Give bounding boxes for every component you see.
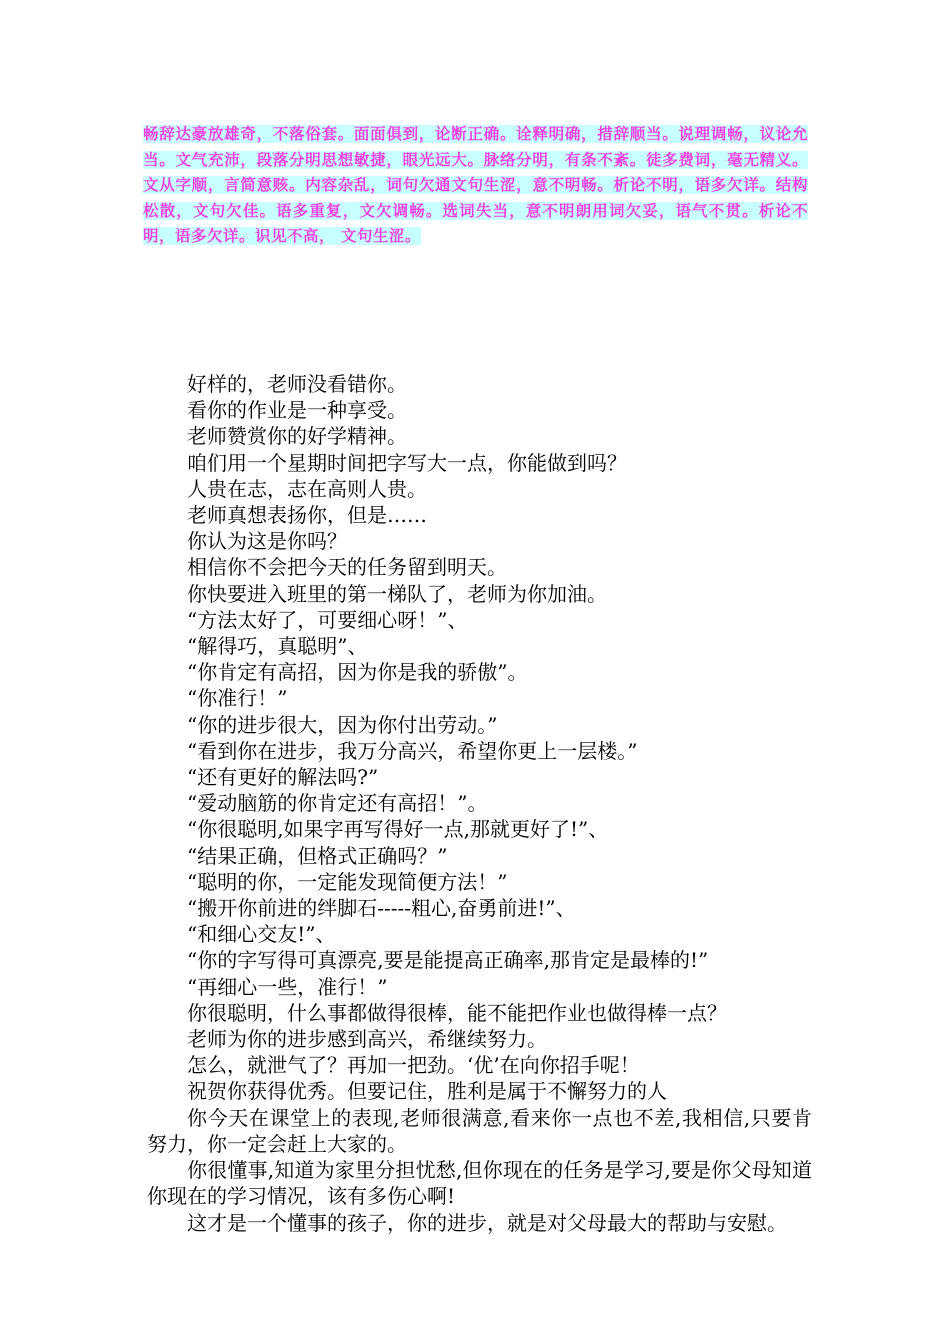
comment-line: “看到你在进步，我万分高兴，希望你更上一层楼。” [187,738,638,763]
comment-line: 你很聪明，什么事都做得很棒，能不能把作业也做得棒一点？ [187,1000,727,1025]
comment-paragraph: 你很懂事,知道为家里分担忧愁,但你现在的任务是学习,要是你父母知道你现在的学习情况，该有多伤心啊! [147,1158,812,1209]
comment-line: 你认为这是你吗？ [187,529,347,554]
comment-line: 你快要进入班里的第一梯队了，老师为你加油。 [187,581,607,606]
comment-line: “和细心交友!”、 [187,922,336,947]
comment-paragraph: 这才是一个懂事的孩子，你的进步，就是对父母最大的帮助与安慰。 [187,1210,787,1235]
comment-line: “爱动脑筋的你肯定还有高招！”。 [187,791,488,816]
comment-line: “搬开你前进的绊脚石-----粗心,奋勇前进!”、 [187,896,576,921]
comment-line: “结果正确，但格式正确吗？” [187,843,448,868]
comment-paragraph: 你今天在课堂上的表现,老师很满意,看来你一点也不差,我相信,只要肯努力，你一定会赶上大家的。 [147,1105,812,1156]
comment-line: 怎么，就泄气了？再加一把劲。‘优’在向你招手呢！ [187,1053,640,1078]
comment-line: “解得巧，真聪明”、 [187,634,368,659]
highlighted-text: 畅辞达豪放雄奇，不落俗套。面面俱到，论断正确。诠释明确，措辞顺当。说理调畅，议论允当。文气充沛，段落分明思想敏捷，眼光远大。脉络分明，有条不紊。徒多费词，毫无精义。文从字顺，言简意赅。内容杂乱，词句欠通文句生涩，意不明畅。析论不明，语多欠详。结构松散，文句欠佳。语多重复，文欠调畅。选词失当，意不明朗用词欠妥，语气不贯。析论不明，语多欠详。识见不高， 文句生涩。 [143,125,808,246]
comment-list [147,371,812,1236]
comment-line: 老师为你的进步感到高兴，希继续努力。 [187,1027,547,1052]
comment-line: “你准行！” [187,686,288,711]
comment-line: “聪明的你，一定能发现简便方法！” [187,869,508,894]
comment-line: “你肯定有高招，因为你是我的骄傲”。 [187,660,528,685]
comment-line: “你的进步很大，因为你付出劳动。” [187,712,498,737]
comment-line: 祝贺你获得优秀。但要记住，胜利是属于不懈努力的人 [187,1079,667,1104]
highlighted-paragraph [143,122,808,250]
comment-line: “再细心一些，准行！” [187,974,388,999]
comment-line: 相信你不会把今天的任务留到明天。 [187,555,507,580]
comment-line: 老师赞赏你的好学精神。 [187,424,407,449]
comment-line: “你很聪明,如果字再写得好一点,那就更好了!”、 [187,817,609,842]
comment-line: 好样的，老师没看错你。 [187,372,407,396]
comment-line: “你的字写得可真漂亮,要是能提高正确率,那肯定是最棒的!” [187,948,709,973]
comment-line: 咱们用一个星期时间把字写大一点，你能做到吗？ [187,450,627,475]
comment-line: “方法太好了，可要细心呀！”、 [187,607,468,632]
comment-line: “还有更好的解法吗?” [187,765,379,790]
comment-line: 看你的作业是一种享受。 [187,398,407,423]
comment-line: 人贵在志，志在高则人贵。 [187,476,427,501]
comment-line: 老师真想表扬你，但是…… [187,503,427,528]
